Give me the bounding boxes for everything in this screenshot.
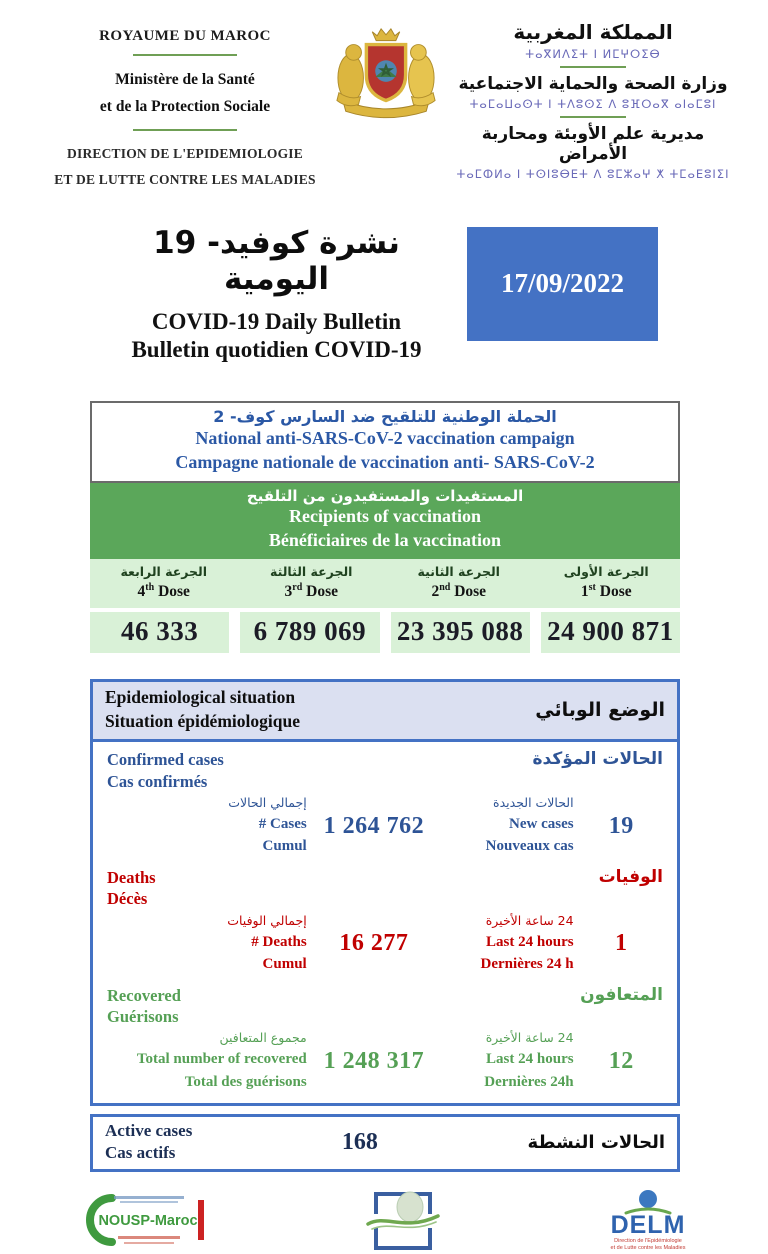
header-arabic-block xyxy=(454,20,732,181)
dose-header-3rd: الجرعة الثالثة 3rd Dose xyxy=(270,563,353,601)
dose-header-1st: الجرعة الأولى 1st Dose xyxy=(563,563,649,601)
dose-value-1st: 24 900 871 xyxy=(541,612,680,653)
dose-value-2nd: 23 395 088 xyxy=(391,612,530,653)
health-ministry-logo-icon xyxy=(366,1188,440,1254)
confirmed-title: Confirmed cases Cas confirmés xyxy=(107,750,224,791)
recovered-cumul-labels: مجموع المتعافين Total number of recovered Total des guérisons xyxy=(136,1030,307,1090)
kingdom-title-tifinagh: ⵜⴰⴳⵍⴷⵉⵜ ⵏ ⵍⵎⵖⵔⵉⴱ xyxy=(525,47,661,61)
kingdom-title: ROYAUME DU MAROC xyxy=(99,28,271,44)
confirmed-new-value: 19 xyxy=(608,812,634,839)
svg-text:et de Lutte contre les Maladie: et de Lutte contre les Maladies xyxy=(610,1245,686,1252)
epidemiology-box xyxy=(90,679,680,1106)
svg-text:Direction de l'Epidémiologie: Direction de l'Epidémiologie xyxy=(614,1238,682,1245)
deaths-new-value: 1 xyxy=(615,930,628,957)
confirmed-cumul-labels: إجمالي الحالات # Cases Cumul xyxy=(228,795,307,855)
active-cases-value: 168 xyxy=(341,1128,378,1155)
bulletin-title-english: COVID-19 Daily Bulletin xyxy=(151,308,402,334)
divider xyxy=(560,116,626,118)
recipients-french: Bénéficiaires de la vaccination xyxy=(268,529,502,550)
campaign-title-english: National anti-SARS-CoV-2 vaccination campaign xyxy=(195,427,575,448)
vaccination-section xyxy=(90,401,680,654)
direction-line-2: ET DE LUTTE CONTRE LES MALADIES xyxy=(54,171,316,187)
recovered-section xyxy=(93,978,677,1104)
campaign-title-arabic: الحملة الوطنية للتلقيح ضد السارس كوف- 2 xyxy=(213,406,557,426)
ministry-line-2: et de la Protection Sociale xyxy=(99,98,271,116)
deaths-title: Deaths Décès xyxy=(107,867,156,909)
deaths-new-labels: 24 ساعة الأخيرة Last 24 hours Dernières 24 h xyxy=(480,912,574,973)
delm-logo-icon xyxy=(592,1188,704,1254)
active-cases-title-arabic: الحالات النشطة xyxy=(527,1131,665,1153)
active-cases-box xyxy=(90,1114,680,1172)
recovered-title-arabic: المتعافون xyxy=(580,984,663,1005)
bulletin-title-arabic: نشرة كوفيد- 19 اليومية xyxy=(153,224,400,297)
epi-header-arabic: الوضع الوبائي xyxy=(535,698,665,721)
recipients-arabic: المستفيدات والمستفيدون من التلقيح xyxy=(246,487,524,506)
deaths-cumul-value: 16 277 xyxy=(339,930,409,957)
dose-header-4th: الجرعة الرابعة 4th Dose xyxy=(120,563,208,601)
divider xyxy=(560,66,626,68)
dose-values-row xyxy=(90,612,680,653)
bulletin-title-french: Bulletin quotidien COVID-19 xyxy=(131,336,422,362)
dose-header-2nd: الجرعة الثانية 2nd Dose xyxy=(417,563,500,601)
coat-of-arms xyxy=(318,20,454,126)
footer-logos xyxy=(74,1188,704,1254)
recovered-new-value: 12 xyxy=(608,1047,634,1074)
epi-header-latin: Epidemiological situation Situation épidémiologique xyxy=(105,687,300,731)
bulletin-date: 17/09/2022 xyxy=(467,227,658,341)
divider xyxy=(133,54,237,56)
active-cases-title: Active cases Cas actifs xyxy=(105,1121,193,1163)
ministry-line-1: Ministère de la Santé xyxy=(115,71,255,88)
page-header xyxy=(0,0,768,193)
deaths-section xyxy=(93,860,677,978)
campaign-title-box xyxy=(90,401,680,484)
dose-value-3rd: 6 789 069 xyxy=(240,612,379,653)
svg-text:NOUSP-Maroc: NOUSP-Maroc xyxy=(98,1213,198,1230)
bulletin-title xyxy=(100,225,467,363)
direction-arabic: مديرية علم الأوبئة ومحاربة الأمراض xyxy=(481,124,705,164)
ministry-arabic: وزارة الصحة والحماية الاجتماعية xyxy=(458,74,728,94)
direction-tifinagh: ⵜⴰⵎⵀⵍⴰ ⵏ ⵜⵙⵏⵓⴱⴹⵜ ⴷ ⵓⵎⵣⴰⵖ ⵅ ⵜⵎⴰⴹⵓⵏⵉⵏ xyxy=(456,167,730,181)
confirmed-cumul-value: 1 264 762 xyxy=(323,812,425,839)
header-french-block xyxy=(52,20,318,193)
ministry-tifinagh: ⵜⴰⵎⴰⵡⴰⵙⵜ ⵏ ⵜⴷⵓⵙⵉ ⴷ ⵓⴼⵔⴰⴳ ⴰⵏⴰⵎⵓⵏ xyxy=(469,97,717,111)
title-section xyxy=(0,225,768,363)
recovered-cumul-value: 1 248 317 xyxy=(323,1047,425,1074)
recovered-new-labels: 24 ساعة الأخيرة Last 24 hours Dernières 24h xyxy=(484,1030,574,1090)
confirmed-section xyxy=(93,742,677,860)
dose-value-4th: 46 333 xyxy=(90,612,229,653)
direction-line-1: DIRECTION DE L'EPIDEMIOLOGIE xyxy=(67,146,303,162)
confirmed-new-labels: الحالات الجديدة New cases Nouveaux cas xyxy=(485,795,574,855)
recovered-title: Recovered Guérisons xyxy=(107,985,181,1026)
svg-text:DELM: DELM xyxy=(610,1211,686,1240)
kingdom-title-arabic: المملكة المغربية xyxy=(513,20,673,44)
dose-header-row xyxy=(90,559,680,608)
deaths-cumul-labels: إجمالي الوفيات # Deaths Cumul xyxy=(227,912,307,973)
epidemiology-header xyxy=(93,682,677,742)
nousp-maroc-logo-icon xyxy=(74,1190,214,1252)
coat-of-arms-icon xyxy=(327,22,445,126)
divider xyxy=(133,129,237,131)
deaths-title-arabic: الوفيات xyxy=(598,866,663,887)
confirmed-title-arabic: الحالات المؤكدة xyxy=(532,749,663,770)
recipients-band xyxy=(90,483,680,559)
campaign-title-french: Campagne nationale de vaccination anti- SARS-CoV-2 xyxy=(175,451,595,472)
recipients-english: Recipients of vaccination xyxy=(289,506,481,527)
